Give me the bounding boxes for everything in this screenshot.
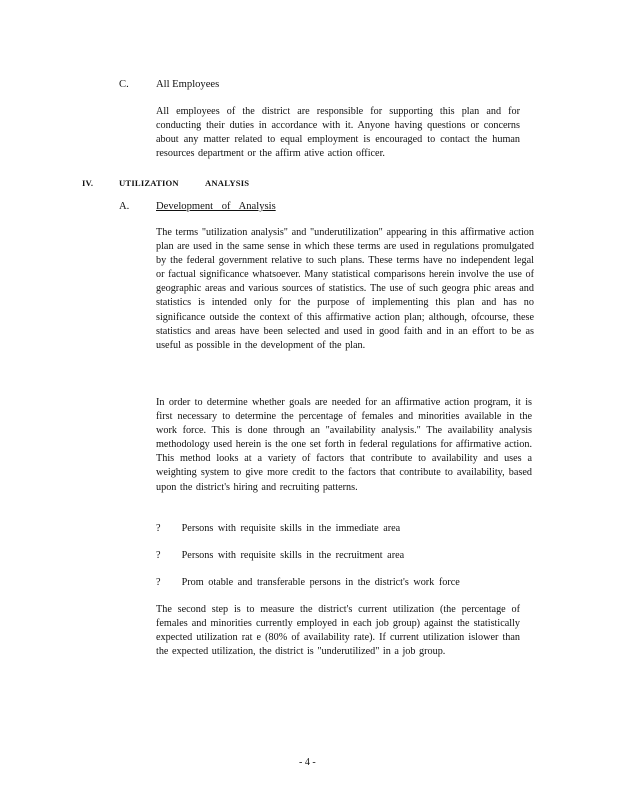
bullet-text: Prom otable and transferable persons in the district's work force: [181, 577, 460, 588]
section-c-title: All Employees: [156, 79, 220, 90]
utilization-terms-paragraph: The terms "utilization analysis" and "underutilization" appearing in this affirmative action plan are used in the same sense in which these terms are used in regulations promulgated by the federal government relative to such plans. These terms have no independent legal or factual significance whatsoever. Many statistical comparisons herein involve the use of geographic areas and various sources of statistics. The use of such geogra phic areas and statistics is intended only for the purpose of implementing this plan and has no significance outside the context of this affirmative action plan; although, ofcourse, these statistics and areas have been selected and used in good faith and in an effort to be as useful as possible in the development of the plan.: [156, 227, 534, 351]
section-iv-numeral: IV.: [82, 178, 94, 188]
page-number: - 4 -: [299, 757, 316, 768]
section-c-letter: C.: [119, 79, 129, 90]
bullet-item: [156, 550, 404, 561]
bullet-text: Persons with requisite skills in the recruitment area: [181, 550, 405, 561]
current-utilization-paragraph: The second step is to measure the district's current utilization (the percentage of females and minorities currently employed in each job group) against the statistically expected utilization rat e (80% of availability rate). If current utilization islower than the expected utilization, the district is "underutilized" in a job group.: [156, 604, 520, 658]
bullet-item: [156, 577, 460, 588]
bullet-item: [156, 523, 400, 534]
section-a-letter: A.: [119, 201, 130, 212]
bullet-mark: ?: [156, 523, 161, 534]
bullet-mark: ?: [156, 550, 161, 561]
bullet-text: Persons with requisite skills in the immediate area: [181, 523, 401, 534]
section-a-title: Development of Analysis: [156, 201, 276, 212]
section-iv-title-word1: UTILIZATION: [119, 178, 179, 188]
bullet-mark: ?: [156, 577, 161, 588]
availability-analysis-paragraph: In order to determine whether goals are needed for an affirmative action program, it is first necessary to determine the percentage of females and minorities available in the work force. This is done through an "availability analysis." The availability analysis methodology used herein is the one set forth in federal regulations for affirmative action. This method looks at a variety of factors that contribute to availability and uses a weighting system to give more credit to the factors that contribute to availability, based upon the district's hiring and recruiting patterns.: [156, 397, 532, 493]
section-iv-title-word2: ANALYSIS: [205, 178, 250, 188]
section-c-paragraph: All employees of the district are responsible for supporting this plan and for conducting their duties in accordance with it. Anyone having questions or concerns about any matter related to equal employment is encouraged to contact the human resources department or the affirm ative action officer.: [156, 106, 520, 160]
